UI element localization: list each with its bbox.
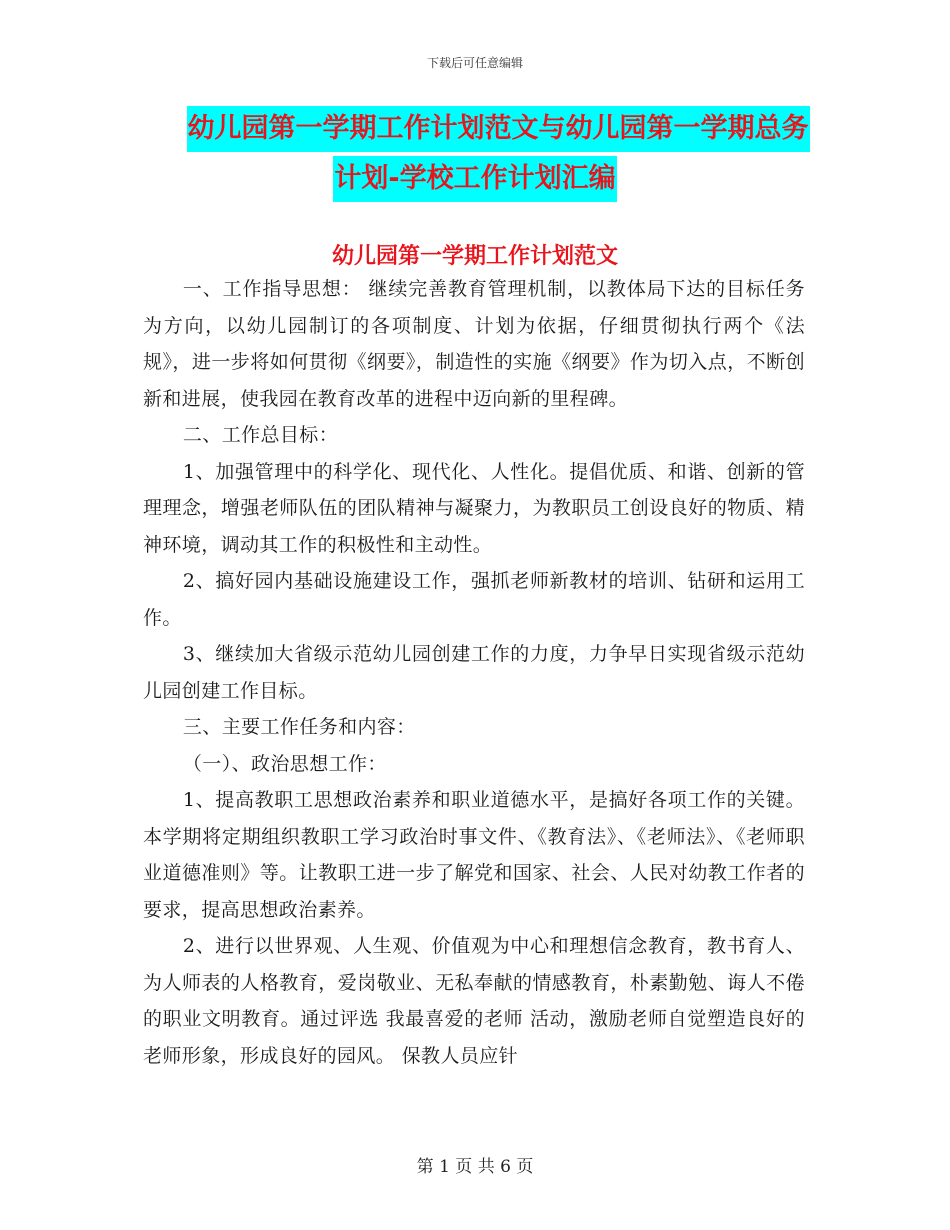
- document-title-line-1: 幼儿园第一学期工作计划范文与幼儿园第一学期总务: [187, 106, 810, 152]
- header-note: 下载后可任意编辑: [426, 56, 523, 70]
- paragraph-guiding-thought: 一、工作指导思想： 继续完善教育管理机制，以教体局下达的目标任务为方向，以幼儿园制订的各项制度、计划为依据，仔细贯彻执行两个《法规》，进一步将如何贯彻《纲要》，制造性的实施《纲要》作为切入点，不断创新和进展，使我园在教育改革的进程中迈向新的里程碑。: [143, 278, 805, 410]
- document-title-line-2: 计划-学校工作计划汇编: [333, 156, 616, 202]
- paragraph-political-work-heading: （一）、政治思想工作：: [182, 752, 387, 775]
- paragraph-overall-goal-heading: 二、工作总目标：: [182, 424, 339, 446]
- page-footer: 第 1 页 共 6 页: [416, 1157, 534, 1177]
- section-title: 幼儿园第一学期工作计划范文: [331, 244, 618, 269]
- paragraph-political-1: 1、提高教职工思想政治素养和职业道德水平，是搞好各项工作的关键。本学期将定期组织教职工学习政治时事文件、《教育法》、《老师法》、《老师职业道德准则》等。让教职工进一步了解党和国家、社会、人民对幼教工作者的要求，提高思想政治素养。: [143, 789, 805, 921]
- paragraph-goal-3: 3、继续加大省级示范幼儿园创建工作的力度，力争早日实现省级示范幼儿园创建工作目标。: [143, 643, 805, 702]
- paragraph-main-tasks-heading: 三、主要工作任务和内容：: [182, 716, 416, 738]
- paragraph-goal-1: 1、加强管理中的科学化、现代化、人性化。提倡优质、和谐、创新的管理理念，增强老师队伍的团队精神与凝聚力，为教职员工创设良好的物质、精神环境，调动其工作的积极性和主动性。: [143, 460, 805, 556]
- paragraph-goal-2: 2、搞好园内基础设施建设工作，强抓老师新教材的培训、钻研和运用工作。: [143, 570, 805, 629]
- document-body: [143, 271, 805, 1074]
- document-title: [0, 106, 950, 202]
- paragraph-political-2: 2、进行以世界观、人生观、价值观为中心和理想信念教育，教书育人、为人师表的人格教育，爱岗敬业、无私奉献的情感教育，朴素勤勉、诲人不倦的职业文明教育。通过评选 我最喜爱的老师 活动，激励老师自觉塑造良好的老师形象，形成良好的园风。 保教人员应针: [143, 935, 805, 1067]
